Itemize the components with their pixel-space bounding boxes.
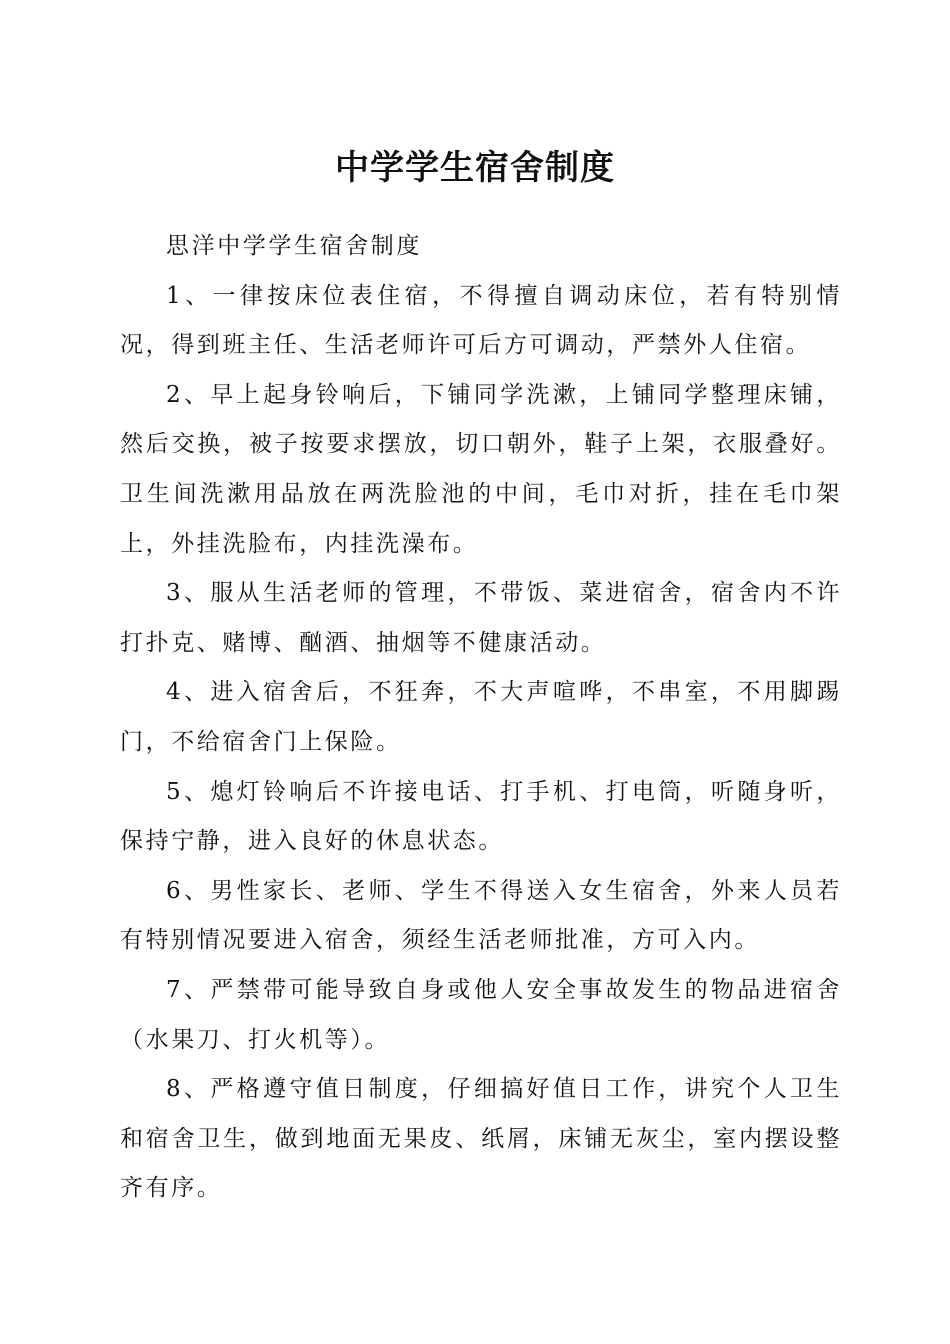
- page-title: 中学学生宿舍制度: [335, 148, 615, 188]
- rule-paragraph-8: 8、严格遵守值日制度，仔细搞好值日工作，讲究个人卫生和宿舍卫生，做到地面无果皮、纸屑，床铺无灰尘，室内摆设整齐有序。: [120, 1076, 842, 1202]
- subtitle-paragraph: 思洋中学学生宿舍制度: [166, 233, 422, 259]
- rule-paragraph-3: 3、服从生活老师的管理，不带饭、菜进宿舍，宿舍内不许打扑克、赌博、酗酒、抽烟等不健康活动。: [120, 580, 842, 656]
- document-body: [120, 222, 842, 1214]
- rule-paragraph-6: 6、男性家长、老师、学生不得送入女生宿舍，外来人员若有特别情况要进入宿舍，须经生活老师批准，方可入内。: [120, 877, 842, 954]
- rule-paragraph-4: 4、进入宿舍后，不狂奔，不大声喧哗，不串室，不用脚踢门，不给宿舍门上保险。: [120, 679, 842, 755]
- rule-paragraph-5: 5、熄灯铃响后不许接电话、打手机、打电筒，听随身听，保持宁静，进入良好的休息状态。: [120, 778, 842, 855]
- rule-paragraph-1: 1、一律按床位表住宿，不得擅自调动床位，若有特别情况，得到班主任、生活老师许可后方可调动，严禁外人住宿。: [120, 282, 842, 359]
- rule-paragraph-7: 7、严禁带可能导致自身或他人安全事故发生的物品进宿舍（水果刀、打火机等）。: [120, 976, 842, 1053]
- rule-paragraph-2: 2、早上起身铃响后，下铺同学洗漱，上铺同学整理床铺，然后交换，被子按要求摆放，切口朝外，鞋子上架，衣服叠好。卫生间洗漱用品放在两洗脸池的中间，毛巾对折，挂在毛巾架上，外挂洗脸布，内挂洗澡布。: [120, 381, 842, 557]
